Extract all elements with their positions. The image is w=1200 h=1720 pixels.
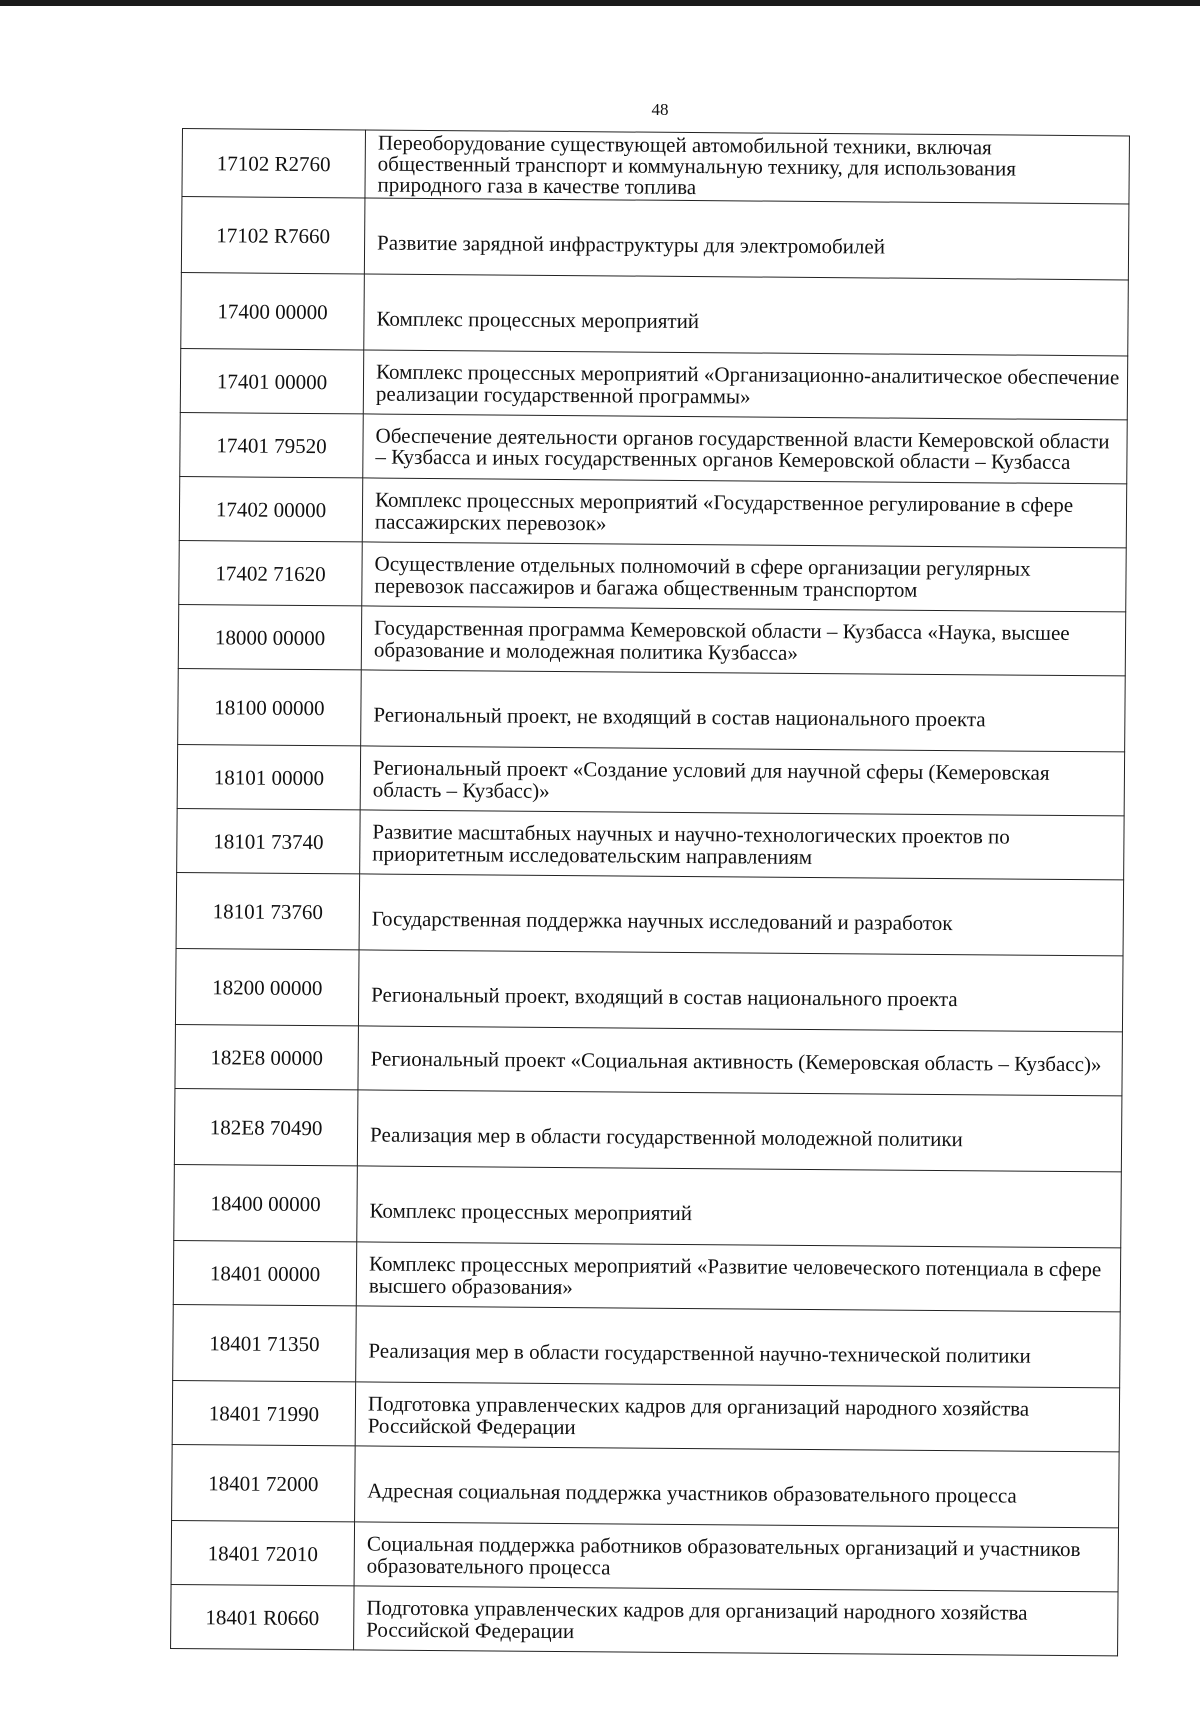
- table-row: [173, 1304, 1121, 1387]
- row-name: Социальная поддержка работников образовательных организаций и участников образовательного процесса: [354, 1522, 1118, 1592]
- table-row: [181, 197, 1129, 280]
- table-row: [172, 1380, 1119, 1451]
- row-name: Развитие масштабных научных и научно-технологических проектов по приоритетным исследовательским направлениям: [360, 810, 1124, 880]
- row-code: 18401 R0660: [171, 1584, 354, 1649]
- row-code: 18101 00000: [177, 744, 360, 809]
- table-row: [175, 1024, 1122, 1095]
- table-row: [178, 668, 1126, 751]
- table-row: [171, 1520, 1118, 1591]
- row-code: 17102 R2760: [182, 129, 366, 198]
- table-row: [178, 604, 1125, 675]
- row-name: Развитие зарядной инфраструктуры для электромобилей: [364, 198, 1129, 280]
- row-code: 18200 00000: [175, 948, 359, 1025]
- row-code: 18401 00000: [173, 1240, 356, 1305]
- row-code: 18400 00000: [174, 1164, 358, 1241]
- row-code: 17402 71620: [179, 540, 362, 605]
- row-code: 18401 72010: [171, 1520, 354, 1585]
- row-code: 182E8 00000: [175, 1024, 358, 1089]
- row-name: Реализация мер в области государственной научно-технической политики: [356, 1306, 1121, 1388]
- row-name: Переоборудование существующей автомобильной техники, включая общественный транспорт и коммунальную технику, для использования природного газа в качестве топлива: [365, 130, 1130, 204]
- table-row: [181, 272, 1129, 355]
- row-code: 18101 73760: [176, 872, 360, 949]
- table-row: [175, 948, 1123, 1031]
- scan-top-edge: [0, 0, 1200, 6]
- row-code: 17401 79520: [180, 412, 363, 477]
- row-name: Государственная поддержка научных исследований и разработок: [359, 874, 1124, 956]
- row-name: Подготовка управленческих кадров для организаций народного хозяйства Российской Федерации: [355, 1382, 1119, 1452]
- table-row: [172, 1444, 1120, 1527]
- row-name: Реализация мер в области государственной молодежной политики: [357, 1090, 1122, 1172]
- table-row: [176, 872, 1124, 955]
- row-name: Региональный проект «Создание условий для научной сферы (Кемеровская область – Кузбасс)»: [360, 746, 1124, 816]
- row-name: Государственная программа Кемеровской области – Кузбасса «Наука, высшее образование и молодежная политика Кузбасса»: [361, 606, 1125, 676]
- row-code: 18401 71990: [172, 1380, 355, 1445]
- row-name: Комплекс процессных мероприятий «Организационно-аналитическое обеспечение реализации государственной программы»: [363, 350, 1127, 420]
- page-number: 48: [651, 100, 669, 119]
- row-name: Комплекс процессных мероприятий: [357, 1166, 1122, 1248]
- table-row: [171, 1584, 1118, 1655]
- table-row: [179, 476, 1126, 547]
- table-row: [173, 1240, 1120, 1311]
- row-code: 182E8 70490: [174, 1088, 358, 1165]
- row-name: Комплекс процессных мероприятий: [364, 274, 1129, 356]
- row-name: Комплекс процессных мероприятий «Развитие человеческого потенциала в сфере высшего образования»: [356, 1242, 1120, 1312]
- row-code: 18000 00000: [178, 604, 361, 669]
- row-code: 17400 00000: [181, 272, 365, 349]
- row-name: Осуществление отдельных полномочий в сфере организации регулярных перевозок пассажиров и багажа общественным транспортом: [362, 542, 1126, 612]
- budget-code-table: [170, 128, 1130, 1656]
- row-code: 17402 00000: [179, 476, 362, 541]
- table-row: [174, 1164, 1122, 1247]
- row-name: Комплекс процессных мероприятий «Государственное регулирование в сфере пассажирских перевозок»: [362, 478, 1126, 548]
- row-code: 18401 71350: [173, 1304, 357, 1381]
- table-body: [171, 129, 1130, 1656]
- row-name: Региональный проект, входящий в состав национального проекта: [358, 950, 1123, 1032]
- row-code: 18401 72000: [172, 1444, 356, 1521]
- row-name: Обеспечение деятельности органов государственной власти Кемеровской области – Кузбасса и иных государственных органов Кемеровской области – Кузбасса: [363, 414, 1127, 484]
- table-row: [180, 348, 1127, 419]
- row-code: 18101 73740: [177, 808, 360, 873]
- table-row: [182, 129, 1130, 204]
- table-row: [180, 412, 1127, 483]
- row-name: Региональный проект, не входящий в состав национального проекта: [361, 670, 1126, 752]
- table-row: [177, 808, 1124, 879]
- row-code: 17102 R7660: [181, 197, 365, 274]
- row-name: Адресная социальная поддержка участников образовательного процесса: [355, 1446, 1120, 1528]
- row-code: 18100 00000: [178, 668, 362, 745]
- row-name: Региональный проект «Социальная активность (Кемеровская область – Кузбасс)»: [358, 1026, 1122, 1096]
- table-row: [179, 540, 1126, 611]
- table-row: [177, 744, 1124, 815]
- table-row: [174, 1088, 1122, 1171]
- row-name: Подготовка управленческих кадров для организаций народного хозяйства Российской Федерации: [354, 1586, 1118, 1656]
- row-code: 17401 00000: [180, 348, 363, 413]
